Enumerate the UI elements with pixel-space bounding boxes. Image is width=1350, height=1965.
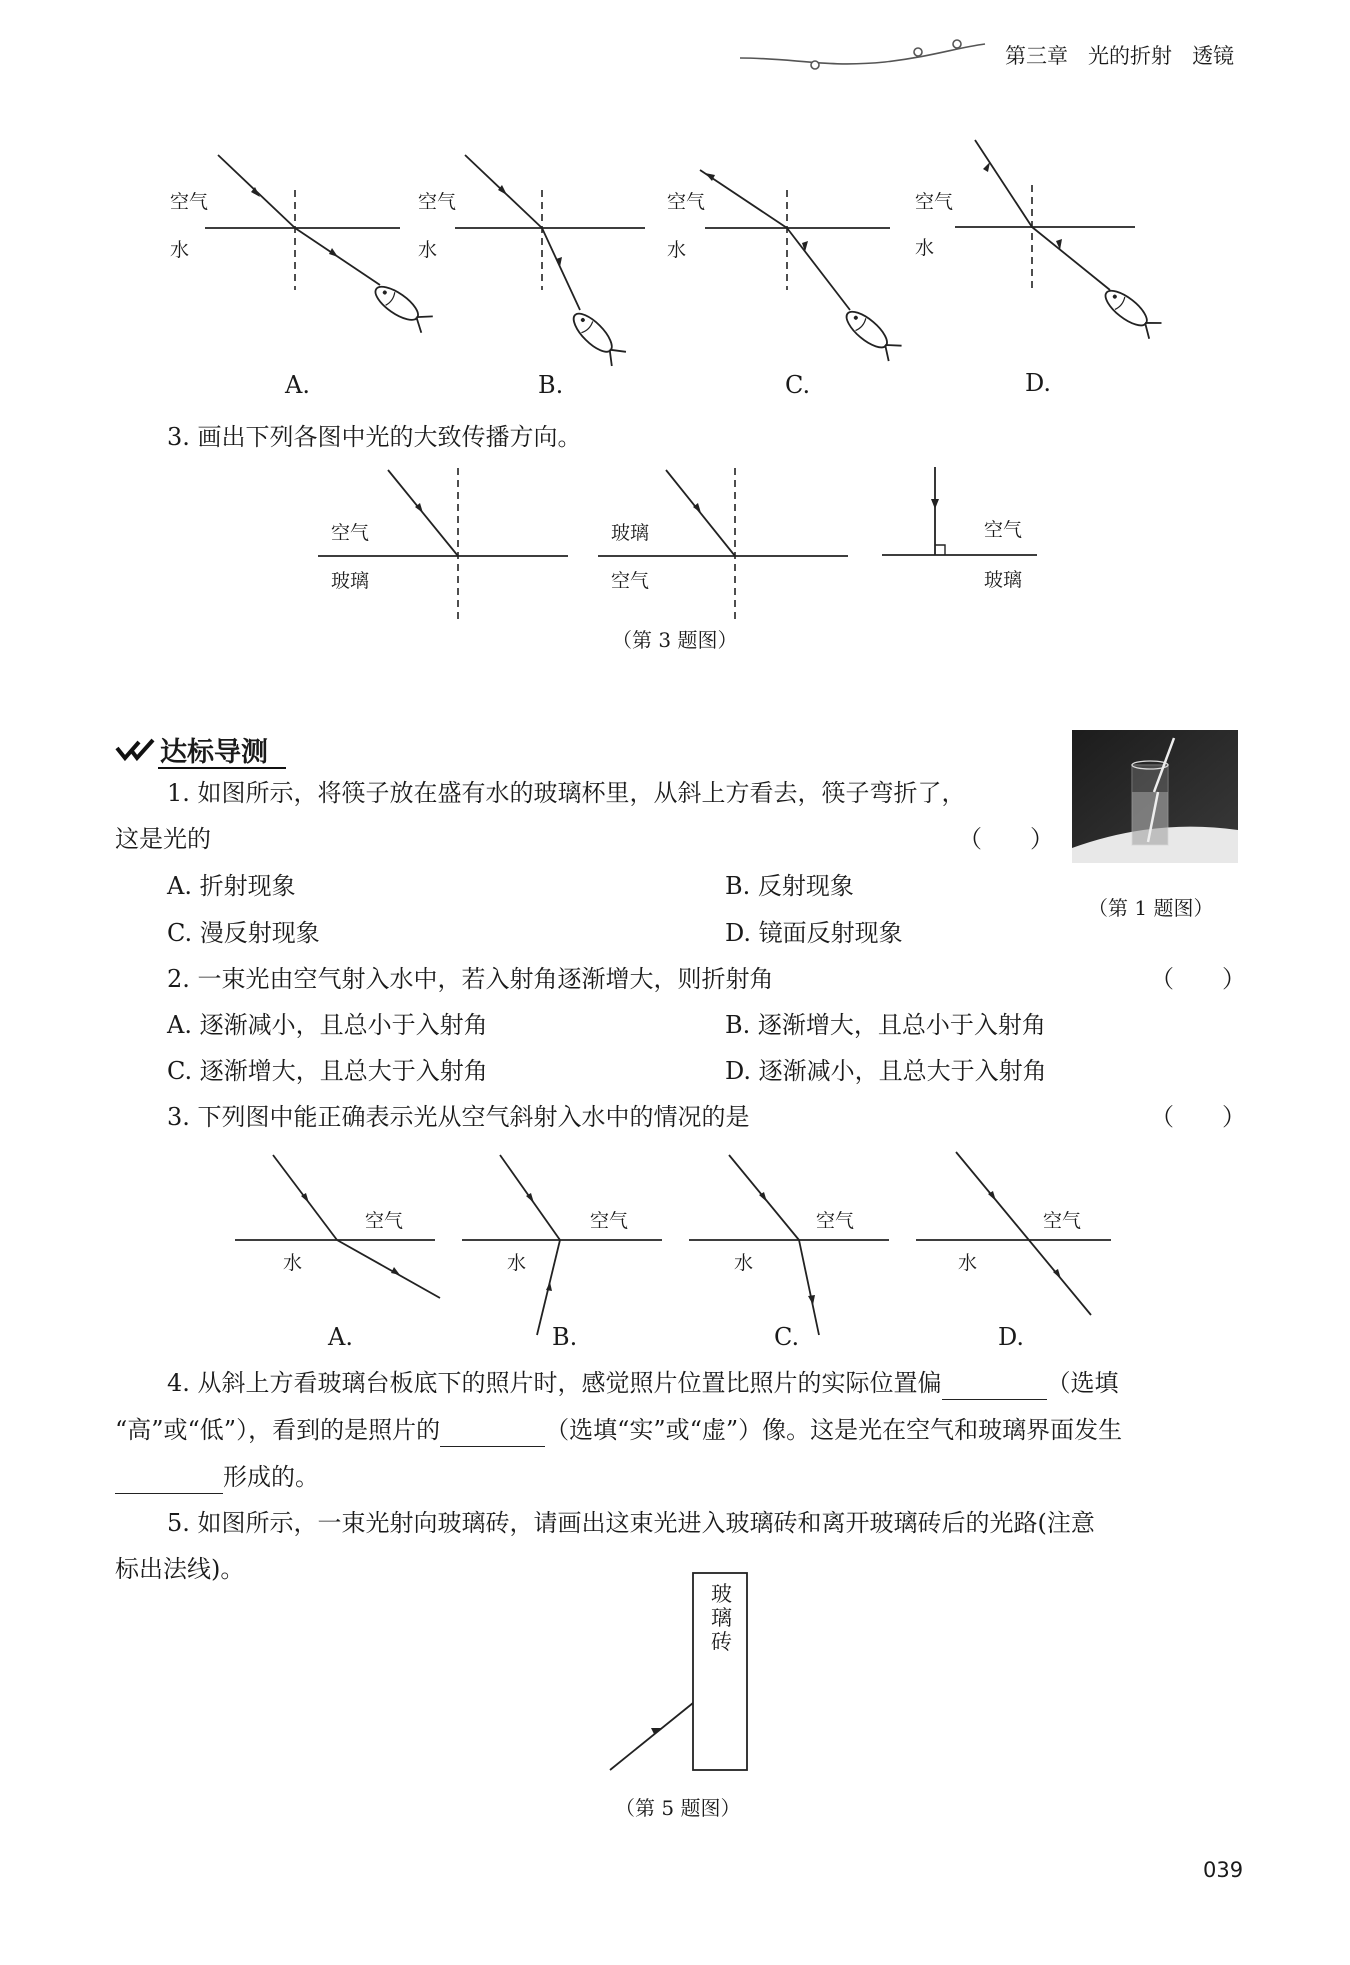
q3-figure-c[interactable] [689, 1150, 904, 1350]
fish-figure-b [410, 150, 650, 400]
q4-blank-2[interactable] [440, 1420, 545, 1447]
q3-draw-text: 3. 画出下列各图中光的大致传播方向。 [167, 423, 582, 451]
q3-figure-d[interactable] [916, 1150, 1131, 1350]
option-d-label: D. [1025, 369, 1052, 397]
q1-option-a[interactable]: A. 折射现象 [167, 872, 296, 900]
air-label: 空气 [590, 1210, 629, 1232]
q5-caption: （第 5 题图） [615, 1796, 741, 1820]
q3-draw-caption: （第 3 题图） [612, 628, 738, 652]
chapter-label: 第三章 [1005, 44, 1068, 68]
q2-option-d[interactable]: D. 逐渐减小，且总大于入射角 [725, 1057, 1047, 1085]
q3-text: 3. 下列图中能正确表示光从空气斜射入水中的情况的是 [167, 1103, 750, 1131]
q2-option-c[interactable]: C. 逐渐增大，且总大于入射角 [167, 1057, 488, 1085]
q4-blank-1[interactable] [942, 1373, 1047, 1400]
medium-bottom-label: 玻璃 [331, 570, 370, 592]
q4-line2-text: “高”或“低”），看到的是照片的 [115, 1416, 441, 1444]
water-label: 水 [734, 1252, 754, 1274]
q3-figure-b[interactable] [462, 1150, 677, 1350]
air-label: 空气 [1043, 1210, 1082, 1232]
q1-line2: 这是光的 [115, 825, 211, 853]
q1-option-b[interactable]: B. 反射现象 [725, 872, 854, 900]
glass-block-char-3: 砖 [711, 1630, 732, 1654]
air-label: 空气 [170, 191, 209, 213]
air-label: 空气 [418, 191, 457, 213]
medium-bottom-label: 玻璃 [984, 569, 1023, 591]
q1-caption: （第 1 题图） [1088, 896, 1214, 920]
q3-draw-figure-1 [318, 468, 578, 628]
water-label: 水 [667, 239, 687, 261]
water-label: 水 [915, 237, 935, 259]
q1-option-c[interactable]: C. 漫反射现象 [167, 919, 320, 947]
glass-block-label [711, 1582, 731, 1654]
q2-answer-paren: （ ） [1150, 965, 1246, 993]
glass-block-char-1: 玻 [711, 1582, 732, 1606]
q3-draw-figure-3 [882, 465, 1042, 595]
q3-figure-a[interactable] [235, 1150, 450, 1350]
q4-line1 [167, 1366, 1119, 1400]
water-label: 水 [958, 1252, 978, 1274]
q4-line2-end: （选填“实”或“虚”）像。这是光在空气和玻璃界面发生 [545, 1416, 1123, 1444]
q2-option-b[interactable]: B. 逐渐增大，且总小于入射角 [725, 1011, 1046, 1039]
air-label: 空气 [667, 191, 706, 213]
fish-diagram-d [900, 140, 1160, 400]
q5-line1: 5. 如图所示，一束光射向玻璃砖，请画出这束光进入玻璃砖和离开玻璃砖后的光路(注意 [167, 1509, 1095, 1537]
air-label: 空气 [365, 1210, 404, 1232]
medium-top-label: 玻璃 [611, 522, 650, 544]
q4-line2 [115, 1413, 1122, 1447]
q5-line2: 标出法线)。 [115, 1555, 245, 1583]
medium-top-label: 空气 [984, 519, 1023, 541]
medium-top-label: 空气 [331, 522, 370, 544]
page-number: 039 [1203, 1858, 1244, 1882]
check-icon [115, 738, 157, 762]
q2-text: 2. 一束光由空气射入水中，若入射角逐渐增大，则折射角 [167, 965, 774, 993]
header-wave-decoration [735, 30, 995, 70]
header-chapter [1005, 40, 1234, 70]
option-d-label: D. [998, 1323, 1025, 1351]
q2-option-a[interactable]: A. 逐渐减小，且总小于入射角 [167, 1011, 488, 1039]
chapter-subtitle: 透镜 [1192, 44, 1235, 68]
air-label: 空气 [915, 191, 954, 213]
q5-figure [605, 1570, 755, 1780]
air-label: 空气 [816, 1210, 855, 1232]
q1-line1: 1. 如图所示，将筷子放在盛有水的玻璃杯里，从斜上方看去，筷子弯折了， [167, 779, 966, 807]
water-label: 水 [170, 239, 190, 261]
q4-line3-text: 形成的。 [223, 1463, 319, 1491]
option-b-label: B. [552, 1323, 578, 1351]
option-a-label: A. [285, 371, 310, 399]
q4-blank-3[interactable] [115, 1467, 223, 1494]
option-c-label: C. [785, 371, 811, 399]
q3-answer-paren: （ ） [1150, 1103, 1246, 1131]
section-title-underline [158, 767, 286, 769]
q1-option-d[interactable]: D. 镜面反射现象 [725, 919, 903, 947]
fish-figure-a [160, 150, 400, 400]
q3-draw-diagram-2 [598, 468, 858, 628]
q3-draw-figure-2 [598, 468, 858, 628]
q4-line1-text: 4. 从斜上方看玻璃台板底下的照片时，感觉照片位置比照片的实际位置偏 [167, 1369, 942, 1397]
option-b-label: B. [538, 371, 564, 399]
water-label: 水 [418, 239, 438, 261]
glass-photo [1072, 730, 1238, 863]
section-title: 达标导测 [160, 737, 268, 768]
q4-line1-end: （选填 [1046, 1369, 1119, 1397]
q1-answer-paren: （ ） [958, 825, 1054, 853]
q5-diagram [605, 1570, 755, 1780]
fish-figure-c [655, 150, 895, 400]
option-c-label: C. [774, 1323, 800, 1351]
glass-photo-image [1072, 730, 1238, 863]
fish-figure-d [900, 140, 1160, 400]
q4-line3 [115, 1460, 319, 1494]
glass-block-char-2: 璃 [711, 1606, 732, 1630]
q3-draw-diagram-1 [318, 468, 578, 628]
water-label: 水 [507, 1252, 527, 1274]
medium-bottom-label: 空气 [611, 570, 650, 592]
water-label: 水 [283, 1252, 303, 1274]
option-a-label: A. [328, 1323, 353, 1351]
chapter-title: 光的折射 [1088, 44, 1173, 68]
